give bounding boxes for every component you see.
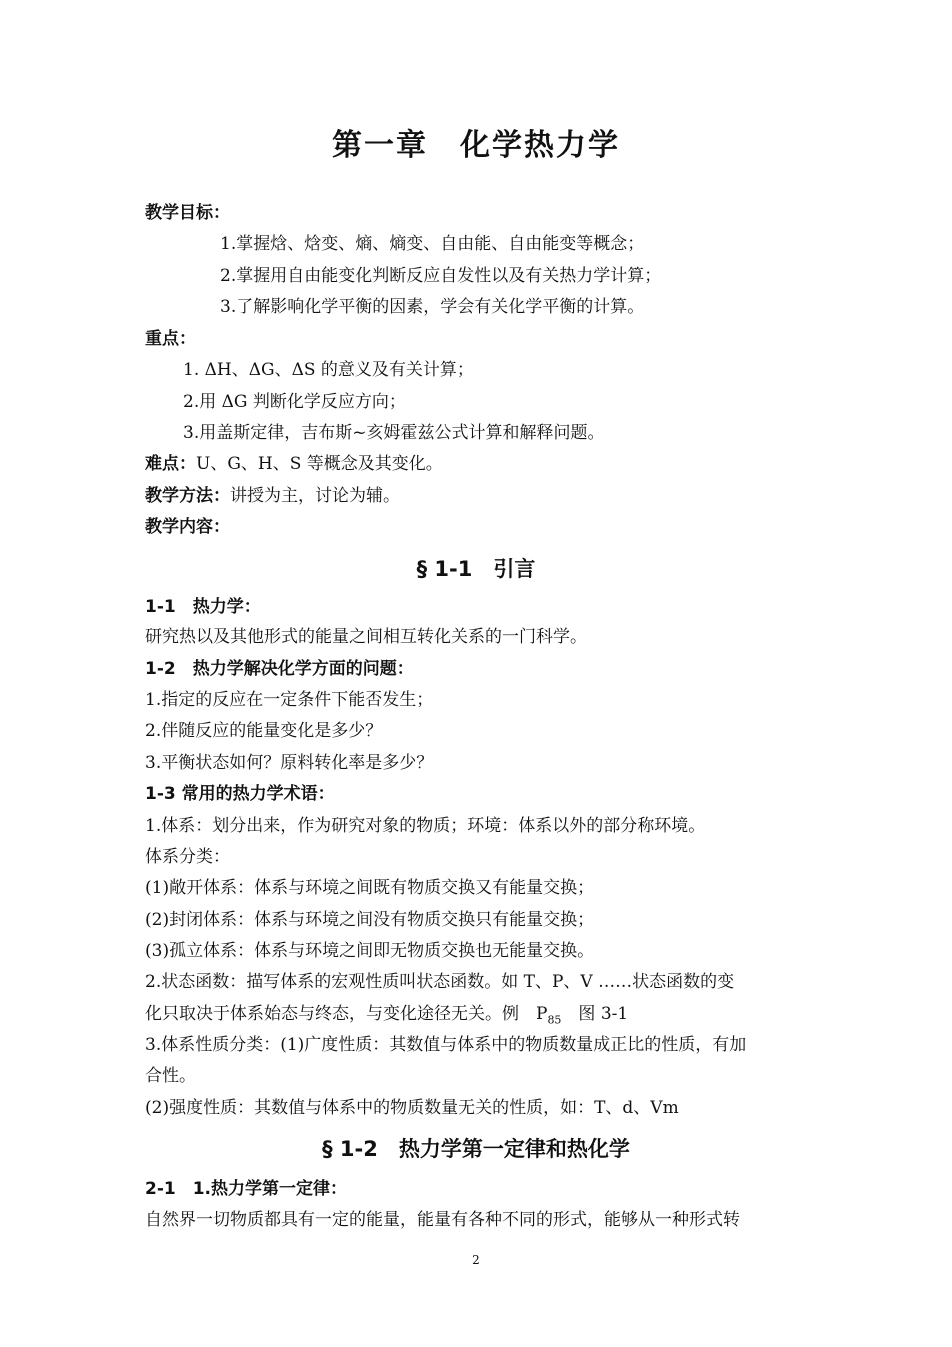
paragraph-line: 研究热以及其他形式的能量之间相互转化关系的一门科学。: [145, 627, 587, 647]
method-label: 教学方法：: [145, 486, 230, 506]
method-text: 讲授为主，讨论为辅。: [230, 486, 400, 506]
subsection-heading: 1-1 热力学：: [145, 597, 261, 617]
page-reference-subscript: 85: [547, 1013, 562, 1027]
paragraph-text: 图 3-1: [561, 1004, 629, 1024]
paragraph-text: 化只取决于体系始态与终态，与变化途径无关。例 P: [145, 1004, 548, 1024]
key-point-item: 3.用盖斯定律，吉布斯~亥姆霍兹公式计算和解释问题。: [183, 423, 605, 443]
subsection-heading: 1-2 热力学解决化学方面的问题：: [145, 659, 414, 679]
method-line: [145, 485, 400, 507]
section-title: § 1-2 热力学第一定律和热化学: [322, 1137, 630, 1161]
difficulty-text: U、G、H、S 等概念及其变化。: [196, 454, 443, 474]
objective-item: 1.掌握焓、焓变、熵、熵变、自由能、自由能变等概念；: [220, 234, 645, 254]
page-number: 2: [472, 1253, 480, 1267]
key-points-heading: 重点：: [145, 329, 196, 349]
paragraph-line: 2.状态函数：描写体系的宏观性质叫状态函数。如 T、P、V ……状态函数的变: [145, 972, 735, 992]
content-heading: 教学内容：: [145, 517, 230, 537]
list-item: 1.指定的反应在一定条件下能否发生；: [145, 690, 434, 710]
paragraph-line: (2)封闭体系：体系与环境之间没有物质交换只有能量交换；: [145, 910, 595, 930]
paragraph-line: 体系分类：: [145, 847, 230, 867]
chapter-title: 第一章 化学热力学: [332, 128, 620, 163]
key-point-item: 2.用 ΔG 判断化学反应方向；: [183, 392, 406, 412]
paragraph-line: (2)强度性质：其数值与体系中的物质数量无关的性质，如：T、d、Vm: [145, 1098, 679, 1118]
section-title: § 1-1 引言: [416, 557, 536, 581]
subsection-heading: 2-1 1.热力学第一定律：: [145, 1179, 347, 1199]
list-item: 2.伴随反应的能量变化是多少？: [145, 721, 383, 741]
paragraph-line: (1)敞开体系：体系与环境之间既有物质交换又有能量交换；: [145, 878, 595, 898]
objective-item: 3.了解影响化学平衡的因素，学会有关化学平衡的计算。: [220, 297, 645, 317]
paragraph-line: [145, 1003, 628, 1031]
difficulty-label: 难点：: [145, 454, 196, 474]
paragraph-line: 1.体系：划分出来，作为研究对象的物质；环境：体系以外的部分称环境。: [145, 816, 706, 836]
list-item: 3.平衡状态如何？原料转化率是多少？: [145, 753, 434, 773]
paragraph-line: 自然界一切物质都具有一定的能量，能量有各种不同的形式，能够从一种形式转: [145, 1210, 740, 1230]
subsection-heading: 1-3 常用的热力学术语：: [145, 784, 335, 804]
paragraph-line: 3.体系性质分类：(1)广度性质：其数值与体系中的物质数量成正比的性质，有加: [145, 1035, 747, 1055]
key-point-item: 1. ΔH、ΔG、ΔS 的意义及有关计算；: [183, 360, 474, 380]
paragraph-line: 合性。: [145, 1066, 196, 1086]
objectives-heading: 教学目标：: [145, 203, 230, 223]
objective-item: 2.掌握用自由能变化判断反应自发性以及有关热力学计算；: [220, 266, 662, 286]
difficulty-line: [145, 453, 443, 475]
paragraph-line: (3)孤立体系：体系与环境之间即无物质交换也无能量交换。: [145, 941, 595, 961]
